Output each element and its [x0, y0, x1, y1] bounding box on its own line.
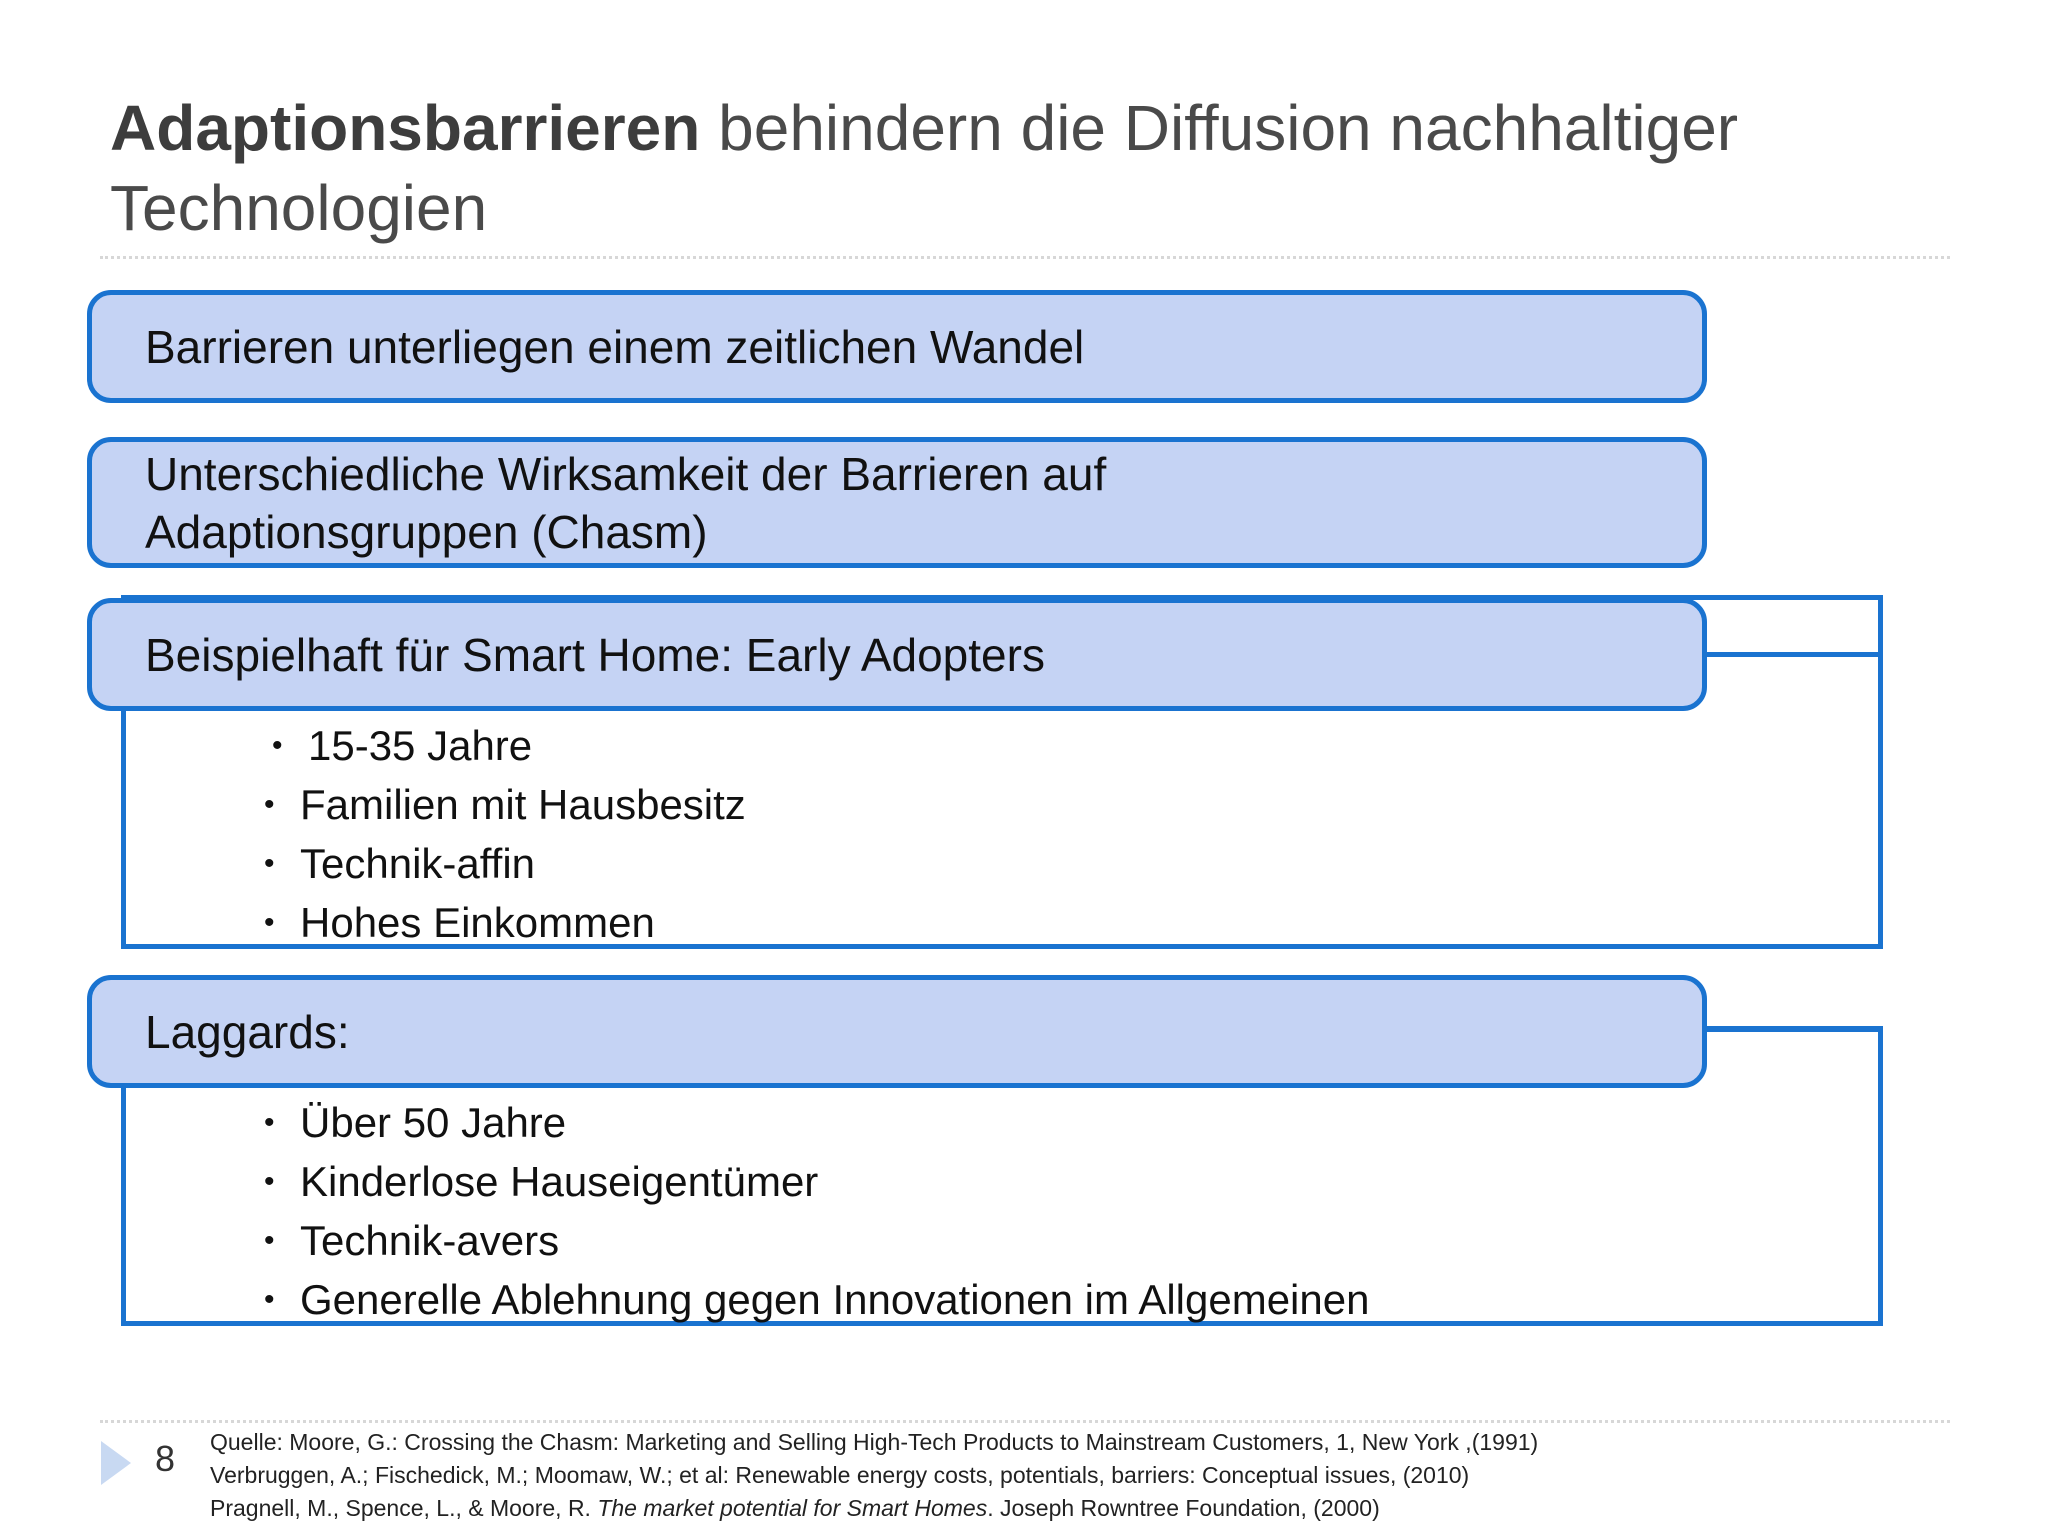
- source-title-italic: The market potential for Smart Homes: [597, 1495, 988, 1521]
- sources-block: [210, 1426, 1930, 1525]
- barrier-box-2-heading: Unterschiedliche Wirksamkeit der Barrieren auf Adaptionsgruppen (Chasm): [145, 447, 1107, 558]
- bullet-icon: •: [272, 729, 283, 762]
- early-adopters-box: [87, 598, 1707, 711]
- laggards-list: [264, 1093, 1369, 1329]
- slide-title: [110, 88, 1960, 248]
- footer-divider: [100, 1420, 1950, 1423]
- list-item: • Über 50 Jahre: [264, 1093, 1369, 1152]
- source-line: Quelle: Moore, G.: Crossing the Chasm: Marketing and Selling High-Tech Products to Mainstream Customers, 1, New York ,(1991): [210, 1429, 1539, 1455]
- early-adopters-list: [264, 716, 746, 952]
- bullet-icon: •: [264, 1224, 275, 1257]
- laggards-box: [87, 975, 1707, 1088]
- bullet-icon: •: [264, 1106, 275, 1139]
- page-number: 8: [155, 1438, 176, 1479]
- barrier-box-1: [87, 290, 1707, 403]
- slide-title-bold: Adaptionsbarrieren: [110, 92, 701, 164]
- bullet-icon: •: [264, 1165, 275, 1198]
- list-item: • Technik-avers: [264, 1211, 1369, 1270]
- bullet-icon: •: [264, 1283, 275, 1316]
- list-item: • Hohes Einkommen: [264, 893, 746, 952]
- laggards-connector: [1705, 1027, 1883, 1032]
- bullet-icon: •: [264, 847, 275, 880]
- source-line: Verbruggen, A.; Fischedick, M.; Moomaw, W.; et al: Renewable energy costs, potentials, barriers: Conceptual issues, (2010): [210, 1462, 1470, 1488]
- early-adopters-connector: [1705, 652, 1883, 657]
- title-divider: [100, 256, 1950, 259]
- laggards-heading: Laggards:: [145, 1005, 350, 1058]
- barrier-box-1-heading: Barrieren unterliegen einem zeitlichen Wandel: [145, 320, 1085, 373]
- play-triangle-icon: [101, 1441, 131, 1485]
- list-item: • Familien mit Hausbesitz: [264, 775, 746, 834]
- barrier-box-2: [87, 437, 1707, 568]
- early-adopters-heading: Beispielhaft für Smart Home: Early Adopters: [145, 628, 1045, 681]
- bullet-icon: •: [264, 906, 275, 939]
- list-item: • Kinderlose Hauseigentümer: [264, 1152, 1369, 1211]
- slide-title-rest: behindern die Diffusion nachhaltiger Technologien: [110, 92, 1739, 244]
- list-item: • Generelle Ablehnung gegen Innovationen im Allgemeinen: [264, 1270, 1369, 1329]
- bullet-icon: •: [264, 788, 275, 821]
- source-line: Pragnell, M., Spence, L., & Moore, R. The market potential for Smart Homes. Joseph Rowntree Foundation, (2000): [210, 1495, 1380, 1521]
- list-item: • Technik-affin: [264, 834, 746, 893]
- list-item: • 15-35 Jahre: [272, 716, 754, 775]
